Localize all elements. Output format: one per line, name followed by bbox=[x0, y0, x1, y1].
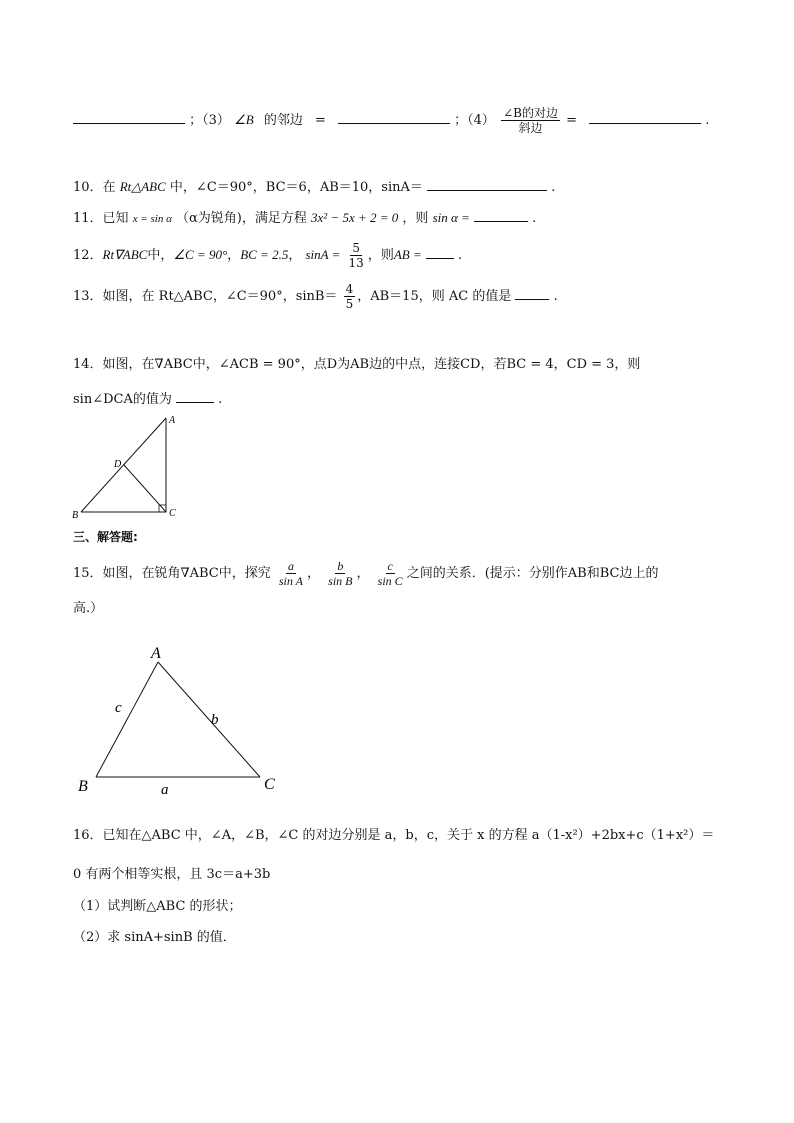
question-14-line1: 14．如图，在∇ABC中，∠ACB = 90°，点D为AB边的中点，连接CD，若BC = 4，CD = 3，则 bbox=[73, 357, 641, 372]
question-16-sub1: （1）试判断△ABC 的形状； bbox=[73, 899, 242, 914]
side-c bbox=[96, 662, 158, 777]
question-15-line1: 15．如图，在锐角∇ABC中，探究 $\frac{a}{\text{sin A}}$ ， $\frac{b}{\text{sin B}}$ ， $\frac{c}{\text{sin C}}$ 之间的关系．(提示：分别作AB和BC边上的 bbox=[73, 559, 659, 588]
question-10: 10．在 Rt△ABC 中，∠C＝90°，BC＝6，AB＝10，sinA＝ . bbox=[73, 176, 555, 197]
question-12: 12．Rt∇ABC中，∠C = 90°，BC = 2.5， sinA = $\frac{5}{13}$ ，则AB = . bbox=[73, 241, 463, 270]
label-d: D bbox=[114, 459, 122, 470]
fraction: $\frac{\text{∠B的对边}}{\text{斜边}}$ bbox=[503, 106, 558, 135]
question-13: 13．如图，在 Rt△ABC，∠C＝90°，sinB＝ $\frac{4}{5}$ ，AB＝15，则 AC 的值是 . bbox=[73, 282, 558, 311]
answer-blank[interactable] bbox=[589, 109, 701, 124]
fraction: $\frac{5}{13}$ bbox=[348, 241, 364, 270]
q9-continuation: ；（3） ∠B 的邻边 = ；（4） $\frac{\text{∠B的对边}}{\text{斜边}}$ = . bbox=[73, 106, 709, 135]
answer-blank[interactable] bbox=[73, 109, 185, 124]
fraction: $\frac{a}{\text{sin A}}$ bbox=[278, 559, 304, 588]
q15-figure bbox=[70, 640, 290, 802]
question-11: 11．已知 x = sin α （α为锐角)，满足方程 3x² − 5x + 2 = 0 ，则 sin α = . bbox=[73, 207, 536, 228]
question-15-line2: 高.） bbox=[73, 601, 104, 616]
vertex-c: C bbox=[264, 776, 275, 793]
label-a: A bbox=[169, 415, 176, 426]
question-16-line1: 16．已知在△ABC 中，∠A，∠B，∠C 的对边分别是 a，b，c，关于 x 的方程 a（1-x²）+2bx+c（1+x²）＝ bbox=[73, 828, 715, 843]
answer-blank[interactable] bbox=[176, 388, 214, 403]
answer-blank[interactable] bbox=[474, 207, 528, 222]
vertex-b: B bbox=[78, 778, 88, 795]
side-label-a: a bbox=[161, 782, 169, 798]
question-16-line2: 0 有两个相等实根，且 3c＝a+3b bbox=[73, 867, 271, 882]
answer-blank[interactable] bbox=[515, 285, 549, 300]
side-label-c: c bbox=[115, 700, 122, 716]
section-title: 三、解答题: bbox=[73, 530, 138, 544]
answer-blank[interactable] bbox=[427, 176, 547, 191]
fraction: $\frac{b}{\text{sin B}}$ bbox=[328, 559, 353, 588]
vertex-a: A bbox=[151, 645, 161, 662]
label-b: B bbox=[72, 510, 79, 521]
fraction: $\frac{c}{\text{sin C}}$ bbox=[377, 559, 403, 588]
question-14-line2: sin∠DCA的值为 . bbox=[73, 388, 222, 409]
side-label-b: b bbox=[211, 712, 219, 728]
answer-blank[interactable] bbox=[426, 244, 454, 259]
q14-figure bbox=[70, 410, 190, 522]
fraction: $\frac{4}{5}$ bbox=[345, 282, 354, 311]
answer-blank[interactable] bbox=[338, 109, 450, 124]
label-c: C bbox=[169, 508, 176, 519]
side-b bbox=[158, 662, 260, 777]
question-16-sub2: （2）求 sinA+sinB 的值． bbox=[73, 930, 236, 945]
